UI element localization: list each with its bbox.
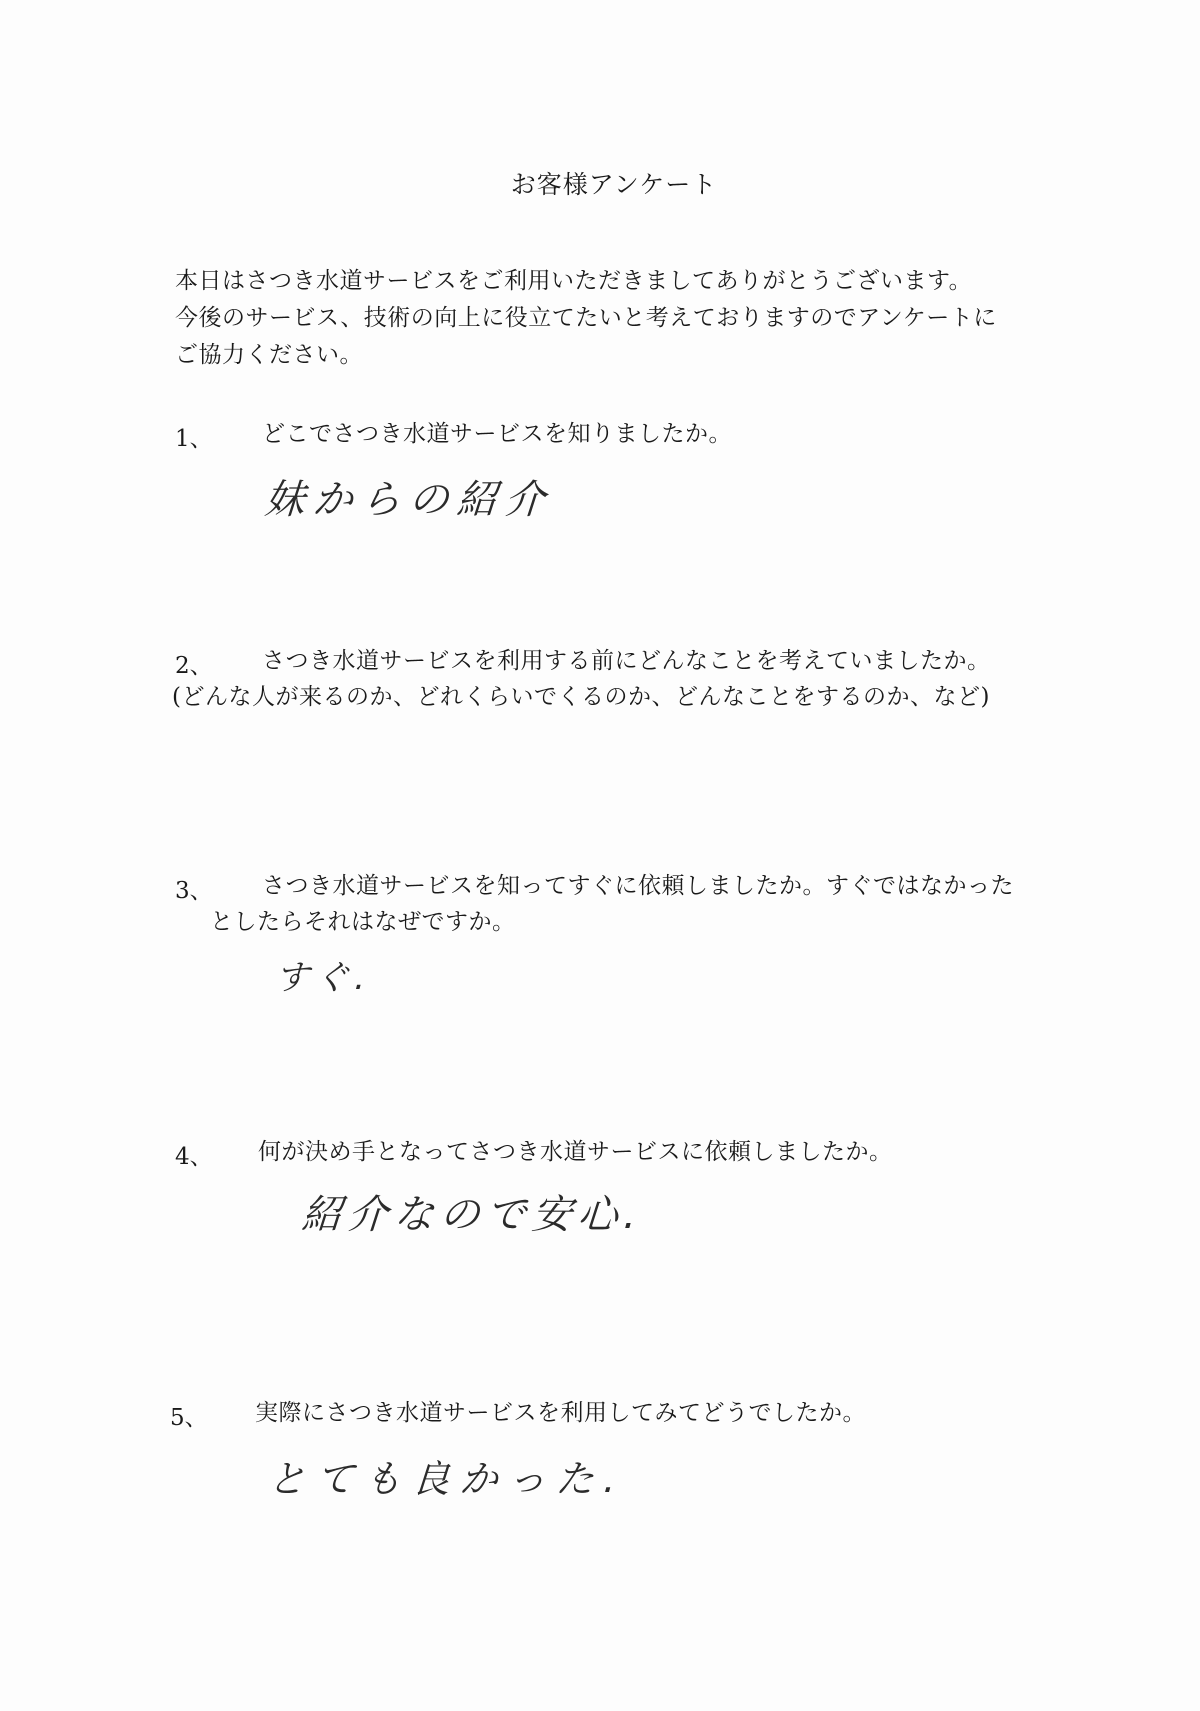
question-number: 1、 xyxy=(175,426,213,452)
question-number: 3、 xyxy=(175,878,213,904)
question-text: さつき水道サービスを利用する前にどんなことを考えていましたか。 xyxy=(262,648,991,674)
handwritten-answer: とても良かった. xyxy=(266,1457,628,1501)
intro-line: 本日はさつき水道サービスをご利用いただきましてありがとうございます。 xyxy=(175,268,973,294)
question-text: 実際にさつき水道サービスを利用してみてどうでしたか。 xyxy=(255,1400,866,1426)
question-subtext: としたらそれはなぜですか。 xyxy=(210,909,516,935)
question-number: 2、 xyxy=(175,653,213,679)
intro-line: 今後のサービス、技術の向上に役立てたいと考えておりますのでアンケートに xyxy=(175,305,997,331)
question-number: 5、 xyxy=(170,1405,208,1431)
intro-line: ご協力ください。 xyxy=(175,342,363,368)
intro-paragraph xyxy=(175,263,1075,374)
page-title: お客様アンケート xyxy=(510,170,718,199)
question-text: どこでさつき水道サービスを知りましたか。 xyxy=(262,421,732,447)
question-subtext: (どんな人が来るのか、どれくらいでくるのか、どんなことをするのか、など) xyxy=(172,684,990,710)
question-text: 何が決め手となってさつき水道サービスに依頼しましたか。 xyxy=(258,1139,893,1165)
handwritten-answer: すぐ. xyxy=(273,958,373,998)
question-number: 4、 xyxy=(175,1144,213,1170)
question-text: さつき水道サービスを知ってすぐに依頼しましたか。すぐではなかった xyxy=(262,873,1014,899)
handwritten-answer: 紹介なので安心. xyxy=(300,1192,645,1238)
handwritten-answer: 妹からの紹介 xyxy=(263,477,555,523)
